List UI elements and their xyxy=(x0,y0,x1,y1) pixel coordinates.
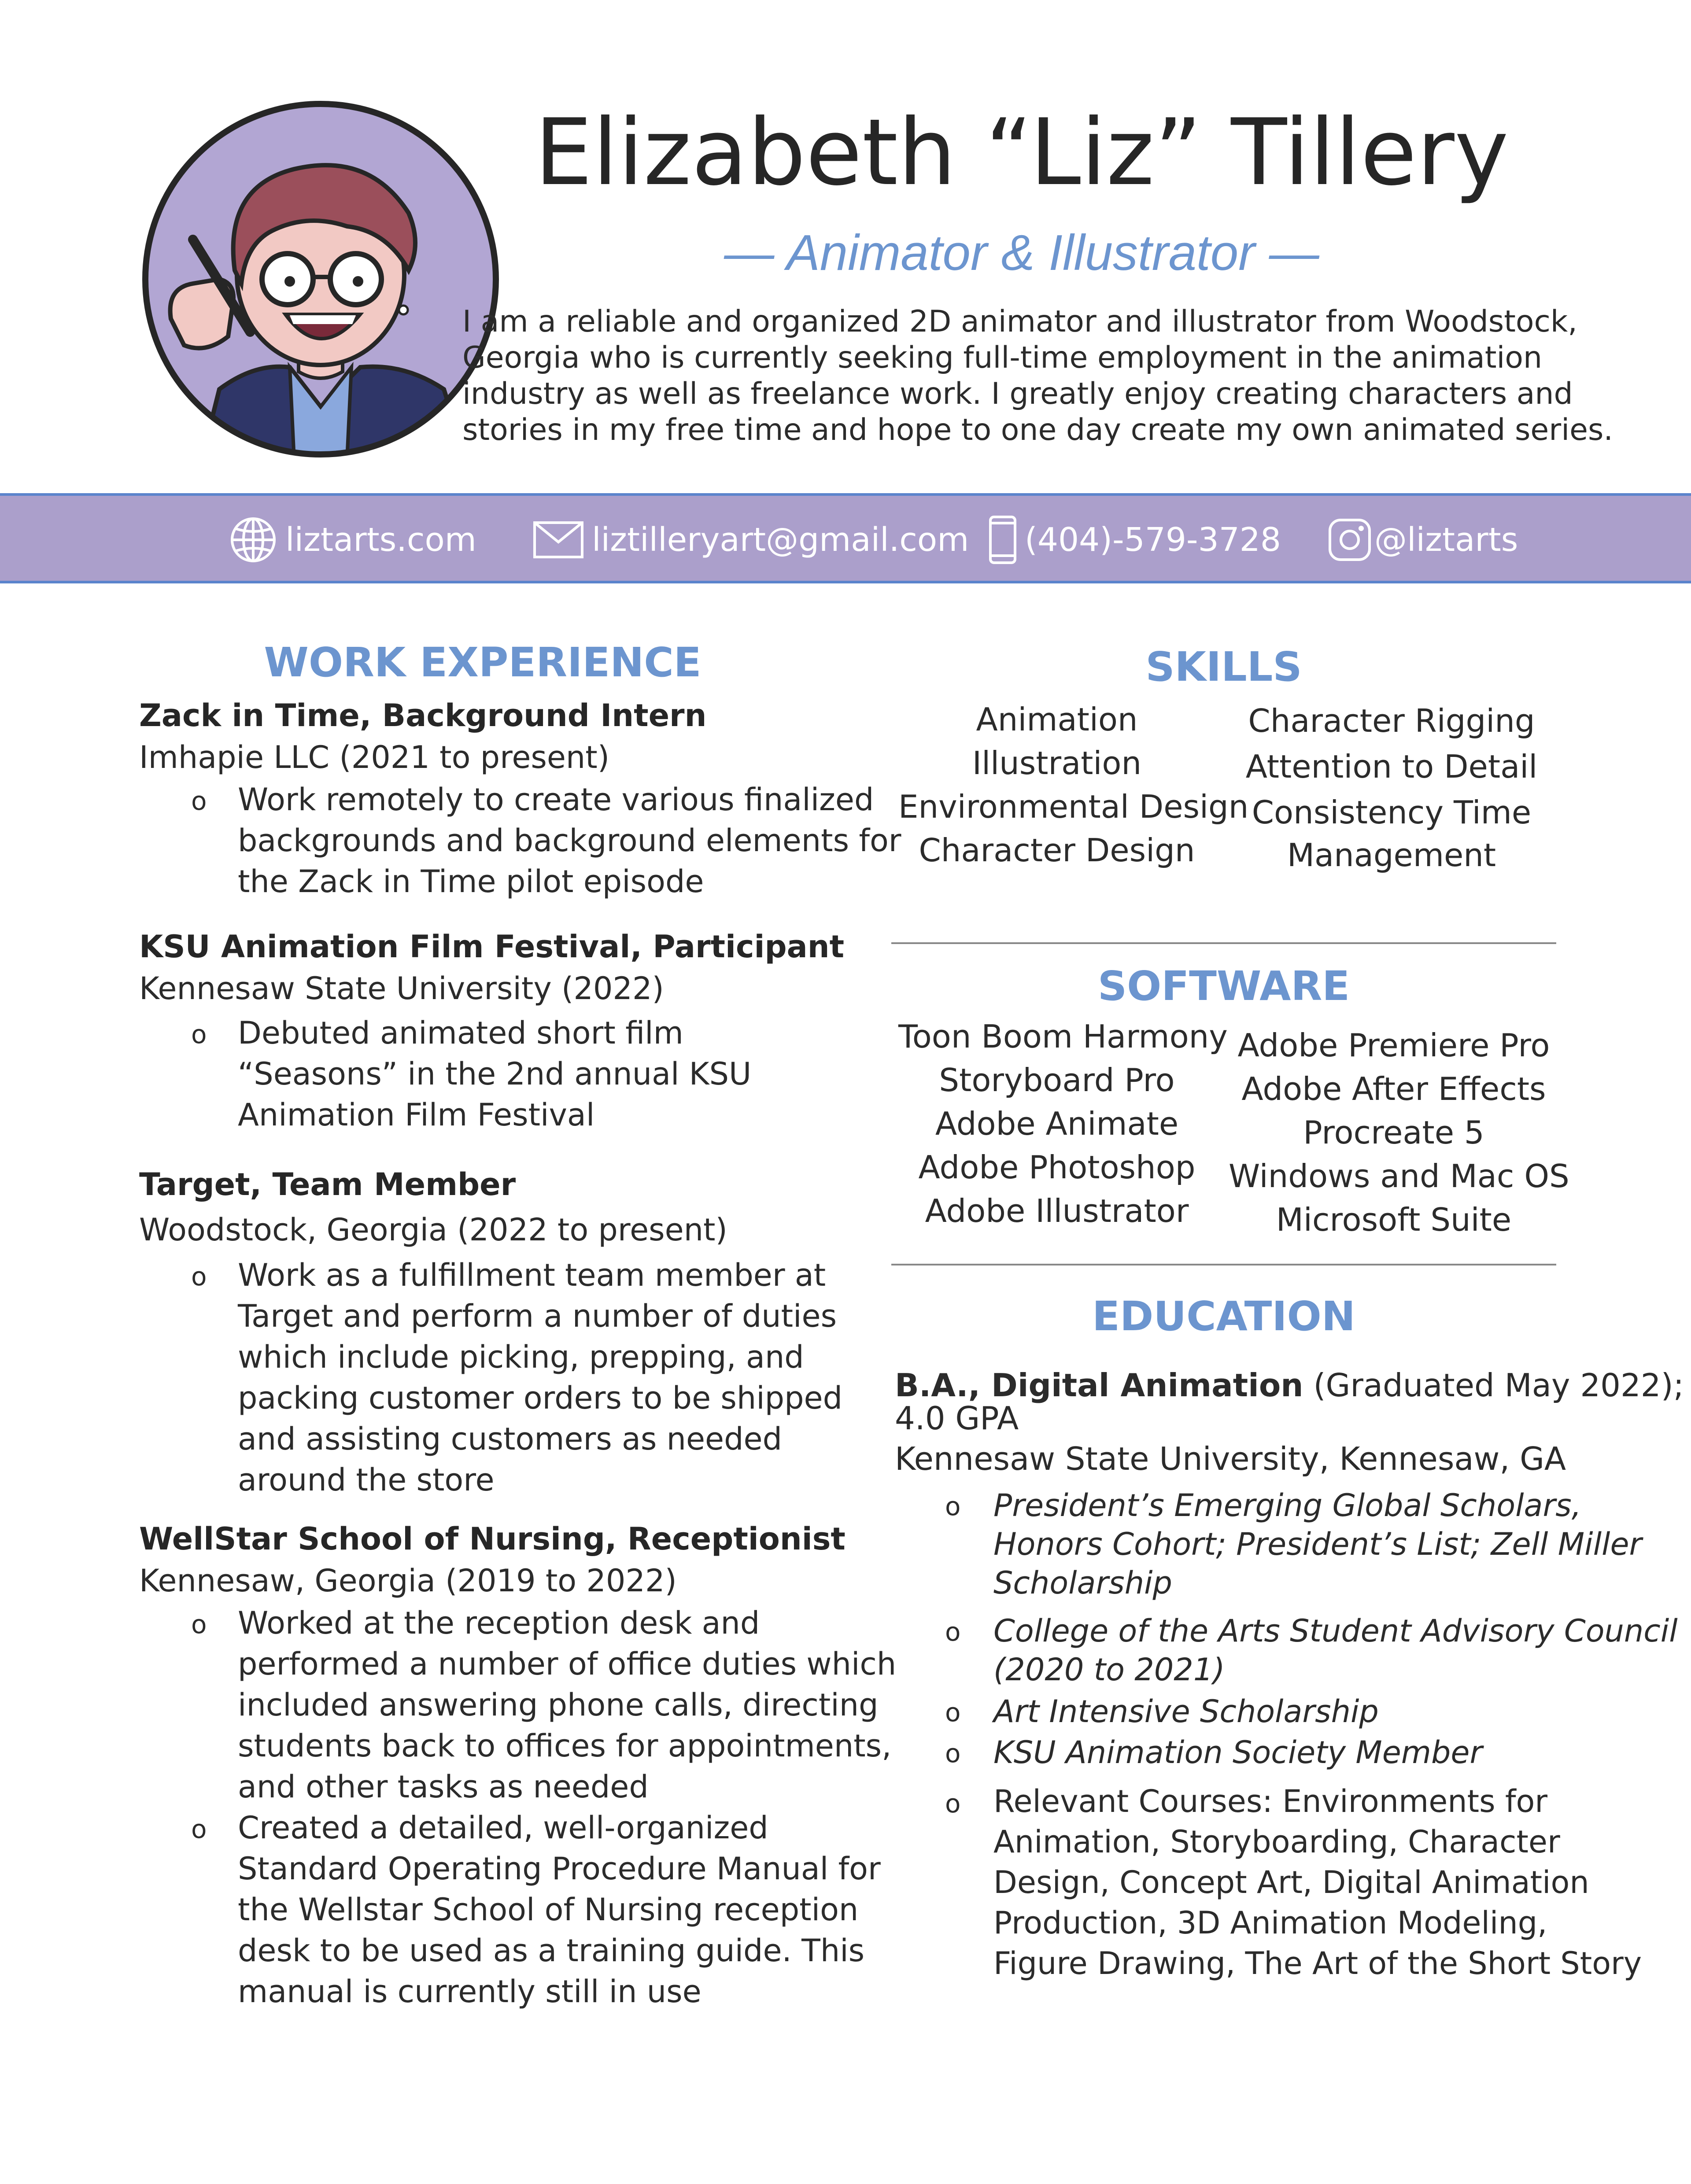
bullet-line: KSU Animation Society Member xyxy=(993,1734,1483,1771)
software-item: Storyboard Pro xyxy=(939,1062,1175,1099)
software-item: Adobe After Effects xyxy=(1241,1070,1546,1107)
bullet-line: Design, Concept Art, Digital Animation xyxy=(993,1864,1589,1900)
gpa: 4.0 GPA xyxy=(895,1400,1019,1437)
bullet-line: and assisting customers as needed xyxy=(238,1421,783,1457)
job-subtitle: Kennesaw, Georgia (2019 to 2022) xyxy=(139,1563,677,1599)
bullet-line: Animation, Storyboarding, Character xyxy=(993,1824,1560,1860)
bullet-line: Relevant Courses: Environments for xyxy=(993,1783,1548,1819)
bullet-line: “Seasons” in the 2nd annual KSU xyxy=(238,1056,752,1092)
software-heading: SOFTWARE xyxy=(1097,963,1350,1010)
bullet-mark: o xyxy=(945,1738,961,1768)
summary-line: industry as well as freelance work. I greatly enjoy creating characters and xyxy=(462,376,1573,411)
job-title: Zack in Time, Background Intern xyxy=(139,697,707,734)
job-bullet xyxy=(238,779,901,902)
bullet-line: Work as a fulfillment team member at xyxy=(238,1257,826,1293)
bullet-mark: o xyxy=(191,786,207,816)
job-subtitle: Kennesaw State University (2022) xyxy=(139,970,664,1007)
summary-line: I am a reliable and organized 2D animator and illustrator from Woodstock, xyxy=(462,304,1577,339)
instagram-icon xyxy=(1328,518,1372,562)
globe-icon xyxy=(229,516,277,564)
bullet-line: College of the Arts Student Advisory Council xyxy=(993,1613,1678,1649)
bullet-line: Honors Cohort; President’s List; Zell Miller xyxy=(993,1526,1642,1562)
skills-list-right xyxy=(1224,698,1559,875)
job-bullet xyxy=(238,1603,896,1808)
phone-number[interactable]: (404)-579-3728 xyxy=(1025,521,1281,559)
bullet-line: which include picking, prepping, and xyxy=(238,1339,804,1375)
contact-website[interactable] xyxy=(229,513,476,566)
role-subtitle: — Animator & Illustrator — xyxy=(724,225,1319,281)
bullet-line: backgrounds and background elements for xyxy=(238,823,901,859)
education-heading: EDUCATION xyxy=(1092,1293,1355,1340)
degree-title: B.A., Digital Animation xyxy=(895,1367,1303,1404)
bullet-line: Target and perform a number of duties xyxy=(238,1298,837,1334)
job-bullet xyxy=(238,1013,751,1136)
job-subtitle: Woodstock, Georgia (2022 to present) xyxy=(139,1212,727,1248)
section-divider xyxy=(891,1264,1556,1265)
software-item: Procreate 5 xyxy=(1303,1114,1484,1151)
bullet-mark: o xyxy=(191,1814,207,1844)
bullet-line: performed a number of office duties which xyxy=(238,1646,897,1682)
bullet-mark: o xyxy=(945,1491,961,1521)
degree-note: (Graduated May 2022); xyxy=(1303,1367,1684,1404)
skill-item: Consistency Time xyxy=(1252,794,1532,831)
job-title: Target, Team Member xyxy=(139,1166,516,1203)
job-bullet xyxy=(238,1808,881,2012)
bullet-line: included answering phone calls, directing xyxy=(238,1687,879,1723)
software-list-right xyxy=(1229,1024,1569,1242)
bullet-line: desk to be used as a training guide. This xyxy=(238,1933,865,1969)
contact-email[interactable] xyxy=(533,513,969,566)
email-link[interactable]: liztilleryart@gmail.com xyxy=(592,521,969,559)
job-subtitle: Imhapie LLC (2021 to present) xyxy=(139,739,610,775)
software-item: Microsoft Suite xyxy=(1276,1201,1512,1238)
degree-line xyxy=(895,1367,1684,1403)
bullet-line: Art Intensive Scholarship xyxy=(993,1693,1379,1730)
contact-phone[interactable] xyxy=(989,513,1281,566)
bullet-mark: o xyxy=(191,1019,207,1049)
bullet-line: manual is currently still in use xyxy=(238,1974,702,2010)
phone-icon xyxy=(989,515,1017,564)
mail-icon xyxy=(533,521,584,559)
education-bullet xyxy=(993,1781,1642,1984)
instagram-handle[interactable]: @liztarts xyxy=(1374,521,1518,559)
summary-line: stories in my free time and hope to one day create my own animated series. xyxy=(462,413,1613,447)
bullet-line: students back to offices for appointments, xyxy=(238,1728,892,1764)
skill-item: Character Design xyxy=(919,832,1195,869)
bullet-line: around the store xyxy=(238,1462,495,1498)
summary-line: Georgia who is currently seeking full-time employment in the animation xyxy=(462,340,1543,375)
bullet-line: Animation Film Festival xyxy=(238,1097,595,1133)
education-bullet xyxy=(993,1486,1642,1602)
education-bullet xyxy=(993,1692,1379,1731)
contact-bar xyxy=(0,493,1691,583)
bullet-mark: o xyxy=(191,1609,207,1639)
bullet-line: packing customer orders to be shipped xyxy=(238,1380,843,1416)
summary-paragraph xyxy=(462,304,1613,448)
bullet-line: Debuted animated short film xyxy=(238,1015,683,1051)
software-item: Adobe Premiere Pro xyxy=(1237,1027,1550,1064)
skill-item: Attention to Detail xyxy=(1245,748,1538,785)
bullet-line: the Wellstar School of Nursing reception xyxy=(238,1892,859,1928)
skill-item: Character Rigging xyxy=(1248,702,1535,739)
work-experience-heading: WORK EXPERIENCE xyxy=(264,639,702,686)
bullet-line: Scholarship xyxy=(993,1565,1172,1601)
bullet-mark: o xyxy=(945,1697,961,1727)
bullet-mark: o xyxy=(945,1789,961,1819)
section-divider xyxy=(891,942,1556,944)
job-title: KSU Animation Film Festival, Participant xyxy=(139,929,845,965)
bullet-line: Figure Drawing, The Art of the Short Story xyxy=(993,1945,1642,1981)
website-link[interactable]: liztarts.com xyxy=(285,521,476,559)
skills-heading: SKILLS xyxy=(1145,643,1302,690)
education-bullet xyxy=(993,1612,1678,1689)
skill-item: Environmental Design xyxy=(898,788,1249,825)
software-item: Toon Boom Harmony xyxy=(898,1018,1228,1055)
school-line: Kennesaw State University, Kennesaw, GA xyxy=(895,1440,1566,1477)
software-list-left xyxy=(898,1015,1228,1233)
job-title: WellStar School of Nursing, Receptionist xyxy=(139,1521,846,1557)
skill-item: Animation xyxy=(976,701,1138,738)
bullet-line: the Zack in Time pilot episode xyxy=(238,863,704,900)
bullet-mark: o xyxy=(945,1617,961,1647)
bullet-line: Worked at the reception desk and xyxy=(238,1605,760,1641)
bullet-line: President’s Emerging Global Scholars, xyxy=(993,1487,1581,1524)
bullet-line: Standard Operating Procedure Manual for xyxy=(238,1851,881,1887)
bullet-line: Production, 3D Animation Modeling, xyxy=(993,1905,1547,1941)
software-item: Windows and Mac OS xyxy=(1229,1158,1569,1195)
education-bullet xyxy=(993,1733,1482,1772)
contact-instagram[interactable] xyxy=(1328,513,1518,566)
bullet-mark: o xyxy=(191,1262,207,1291)
name-heading: Elizabeth “Liz” Tillery xyxy=(535,100,1509,206)
bullet-line: (2020 to 2021) xyxy=(993,1652,1225,1688)
job-bullet xyxy=(238,1255,842,1501)
software-item: Adobe Photoshop xyxy=(918,1149,1196,1186)
avatar-illustration xyxy=(140,99,501,460)
skill-item: Management xyxy=(1287,837,1496,874)
bullet-line: and other tasks as needed xyxy=(238,1769,649,1805)
skills-list-left xyxy=(898,698,1249,872)
bullet-line: Work remotely to create various finalized xyxy=(238,782,874,818)
skill-item: Illustration xyxy=(972,745,1142,782)
software-item: Adobe Illustrator xyxy=(925,1192,1189,1229)
software-item: Adobe Animate xyxy=(935,1105,1179,1142)
bullet-line: Created a detailed, well-organized xyxy=(238,1810,768,1846)
